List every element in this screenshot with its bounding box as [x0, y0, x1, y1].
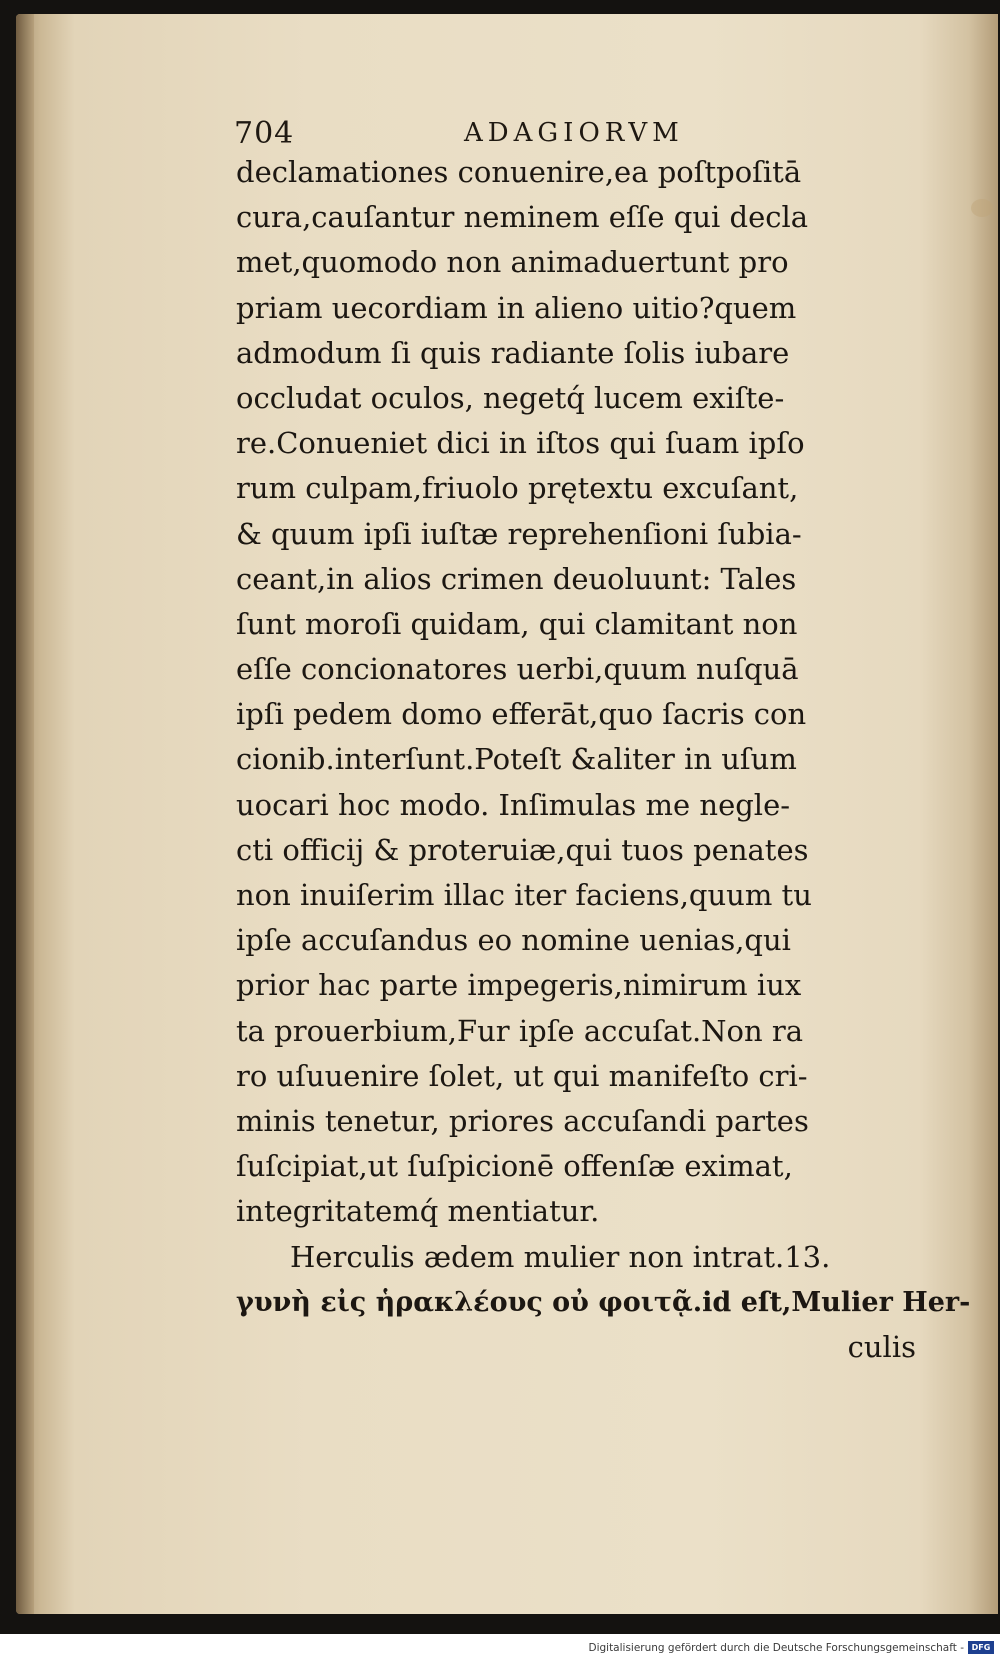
- text-line: non inuiſerim illac iter faciens,quum tu: [236, 878, 812, 912]
- text-line: ſunt moroſi quidam, qui clamitant non: [236, 606, 798, 641]
- text-line: integritatemq́ mentiatur.: [236, 1194, 600, 1229]
- funding-credit: Digitalisierung gefördert durch die Deutsche Forschungsgemeinschaft -: [588, 1642, 964, 1654]
- text-line: uocari hoc modo. Inſimulas me negle-: [236, 787, 791, 822]
- adage-title: Herculis ædem mulier non intrat.13.: [290, 1239, 831, 1274]
- text-line: ta prouerbium,Fur ipſe accuſat.Non ra: [236, 1013, 804, 1048]
- text-line: cionib.interſunt.Poteſt &aliter in uſum: [236, 742, 797, 777]
- text-line: ceant,in alios crimen deuoluunt: Tales: [236, 561, 797, 596]
- dfg-logo: DFG: [968, 1641, 994, 1654]
- paper-stain: [971, 199, 993, 217]
- catchword: culis: [847, 1329, 916, 1364]
- text-line: eſſe concionatores uerbi,quum nuſquā: [236, 652, 799, 687]
- text-line: ſuſcipiat,ut ſuſpicionē offenſæ eximat,: [236, 1149, 793, 1184]
- text-line: minis tenetur, priores accuſandi partes: [236, 1103, 809, 1138]
- text-line: occludat oculos, negetq́ lucem exiſte-: [236, 380, 785, 415]
- text-line: met,quomodo non animaduertunt pro: [236, 245, 789, 280]
- text-line: ipſi pedem domo efferāt,quo ſacris con: [236, 697, 807, 732]
- text-line: re.Conueniet dici in iſtos qui ſuam ipſo: [236, 426, 805, 461]
- greek-adage-line: γυνὴ εἰς ἡρακλέους οὐ φοιτᾷ.id eſt,Mulier Her-: [236, 1286, 971, 1318]
- text-line: cti officij & proteruiæ,qui tuos penates: [236, 832, 809, 867]
- text-line: ro uſuuenire ſolet, ut qui manifeſto cri-: [236, 1058, 808, 1093]
- text-line: ipſe accuſandus eo nomine uenias,qui: [236, 923, 791, 958]
- running-title: ADAGIORVM: [464, 118, 684, 148]
- digitization-footer: [0, 1634, 1000, 1664]
- text-line: admodum ſi quis radiante ſolis iubare: [236, 335, 790, 370]
- text-line: cura,cauſantur neminem eſſe qui decla: [236, 200, 809, 235]
- page-gutter: [16, 14, 34, 1614]
- text-line: priam uecordiam in alieno uitio?quem: [236, 290, 797, 325]
- body-text: [236, 150, 971, 1370]
- text-line: rum culpam,friuolo prętextu excuſant,: [236, 471, 799, 506]
- text-line: declamationes conuenire,ea poſtpoſitā: [236, 155, 802, 189]
- text-line: prior hac parte impegeris,nimirum iux: [236, 968, 802, 1003]
- page-number: 704: [234, 116, 295, 151]
- text-line: & quum ipſi iuſtæ reprehenſioni ſubia-: [236, 516, 802, 551]
